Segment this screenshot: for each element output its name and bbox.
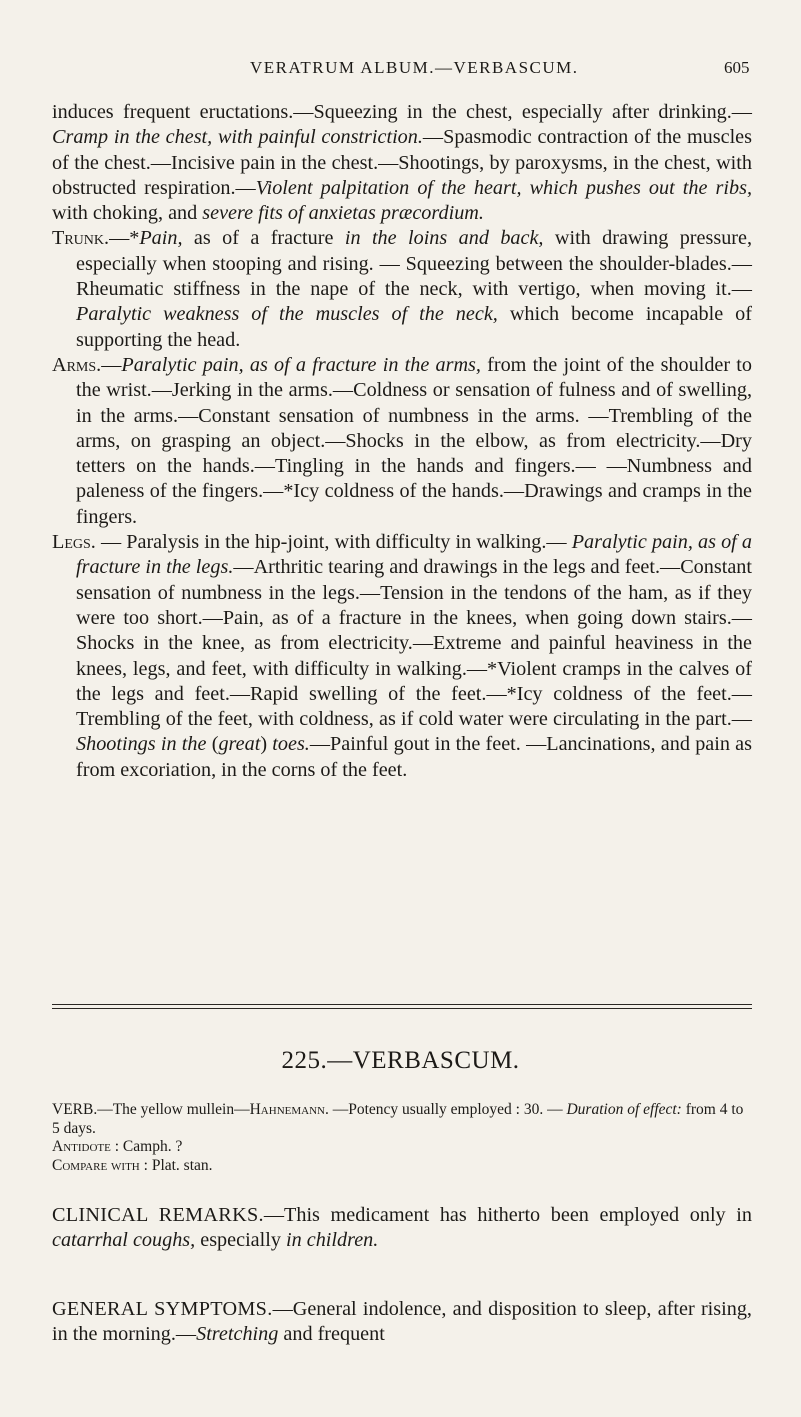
page-number: 605 (724, 58, 750, 77)
symptom-text (52, 100, 752, 783)
arms-paragraph: Arms.—Paralytic pain, as of a fracture in the arms, from the joint of the shoulder to the wrist.—Jerking in the arms.—Coldness or sensation of fulness and of swelling, in the arms.—Constant sensation of numbness in the arms. —Trembling of the arms, on grasping an object.—Shocks in the elbow, as from electricity.—Dry tetters on the hands.—Tingling in the hands and fingers.— —Numbness and paleness of the fingers.—*Icy coldness of the hands.—Drawings and cramps in the fingers. (52, 353, 753, 528)
general-symptoms: GENERAL SYMPTOMS.—General indolence, and disposition to sleep, after rising, in the morning.—Stretching and frequent (52, 1298, 752, 1346)
section-divider (52, 1004, 752, 1012)
legs-label: Legs. (52, 531, 96, 554)
trunk-paragraph: Trunk.—*Pain, as of a fracture in the loins and back, with drawing pressure, especially when stooping and rising. — Squeezing between the shoulder-blades.—Rheumatic stiffness in the nape of the neck, with vertigo, when moving it.—Paralytic weakness of the muscles of the neck, which become incapable of supporting the head. (52, 227, 753, 351)
antidote-line: Antidote : Camph. ? (52, 1138, 183, 1155)
remedy-description: VERB.—The yellow mullein—Hahnemann. —Potency usually employed : 30. — Duration of effect: from 4 to 5 days. (52, 1101, 744, 1137)
clinical-remarks: CLINICAL REMARKS.—This medicament has hitherto been employed only in catarrhal coughs, especially in children. (52, 1204, 752, 1252)
trunk-label: Trunk. (52, 227, 110, 250)
arms-label: Arms. (52, 353, 102, 376)
compare-line: Compare with : Plat. stan. (52, 1156, 213, 1174)
legs-paragraph: Legs. — Paralysis in the hip-joint, with difficulty in walking.— Paralytic pain, as of a fracture in the legs.—Arthritic tearing and drawings in the legs and feet.—Constant sensation of numbness in the legs.—Tension in the tendons of the ham, as if they were too short.—Pain, as of a fracture in the knees, when going down stairs.—Shocks in the knee, as from electricity.—Extreme and painful heaviness in the knees, legs, and feet, with difficulty in walking.—*Violent cramps in the calves of the legs and feet.—Rapid swelling of the feet.—*Icy coldness of the feet.—Trembling of the feet, with coldness, as if cold water were circulating in the part.—Shootings in the (great) toes.—Painful gout in the feet. —Lancinations, and pain as from excoriation, in the corns of the feet. (52, 531, 752, 781)
chest-paragraph: induces frequent eructations.—Squeezing in the chest, especially after drinking.—Cramp in the chest, with painful constriction.—Spasmodic contraction of the muscles of the chest.—Incisive pain in the chest.—Shootings, by paroxysms, in the chest, with obstructed respiration.—Violent palpitation of the heart, which pushes out the ribs, with choking, and severe fits of anxietas præcordium. (52, 101, 753, 225)
page-header (0, 58, 801, 88)
remedy-meta (52, 1101, 752, 1175)
running-title: VERATRUM ALBUM.—VERBASCUM. (250, 58, 579, 77)
section-title: 225.—VERBASCUM. (281, 1047, 520, 1074)
